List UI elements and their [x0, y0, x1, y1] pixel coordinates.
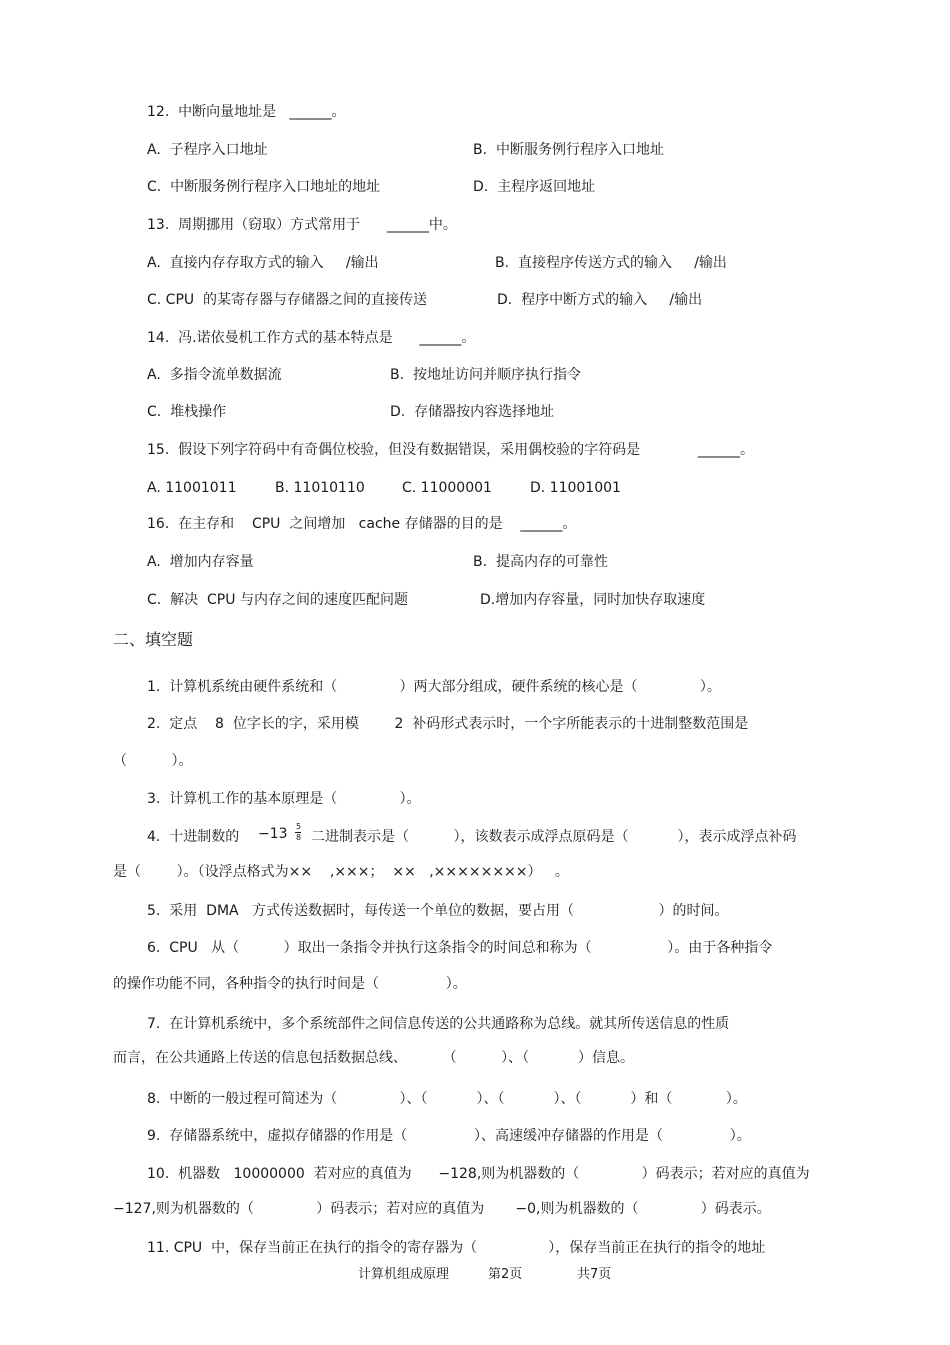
section-title: 二、填空题 [113, 630, 194, 649]
q15-option-a: A. 11001011 [147, 480, 237, 496]
fill-item-4-fraction-denominator: 8 [296, 833, 302, 842]
q15-option-d: D. 11001001 [530, 480, 621, 496]
footer-page-total: 共7页 [577, 1267, 612, 1282]
fill-item-1: 1. 计算机系统由硬件系统和（ ）两大部分组成，硬件系统的核心是（ ）。 [147, 679, 721, 695]
q14-option-b: B. 按地址访问并顺序执行指令 [390, 367, 581, 383]
q16-option-b: B. 提高内存的可靠性 [473, 554, 608, 570]
q14-option-d: D. 存储器按内容选择地址 [390, 404, 555, 420]
fill-item-4-line1: 二进制表示是（ ），该数表示成浮点原码是（ ），表示成浮点补码 [311, 829, 797, 845]
q16-stem: 16. 在主存和 CPU 之间增加 cache 存储器的目的是 ______。 [147, 516, 577, 532]
fill-item-11: 11. CPU 中，保存当前正在执行的指令的寄存器为（ ），保存当前正在执行的指令的地址 [147, 1240, 766, 1256]
q12-option-c: C. 中断服务例行程序入口地址的地址 [147, 179, 381, 195]
fill-item-4-fraction-numerator: 5 [296, 822, 302, 831]
q12-option-a: A. 子程序入口地址 [147, 142, 268, 158]
q14-option-c: C. 堆栈操作 [147, 404, 227, 420]
q14-stem: 14. 冯.诺依曼机工作方式的基本特点是 ______。 [147, 330, 476, 346]
q16-option-d: D.增加内存容量，同时加快存取速度 [480, 592, 706, 608]
q13-option-b: B. 直接程序传送方式的输入 /输出 [495, 255, 727, 271]
fill-item-3: 3. 计算机工作的基本原理是（ ）。 [147, 791, 421, 807]
fill-item-4-number: −13 [258, 826, 288, 842]
fill-item-6-line1: 6. CPU 从（ ）取出一条指令并执行这条指令的时间总和称为（ ）。由于各种指令 [147, 940, 773, 956]
fill-item-5: 5. 采用 DMA 方式传送数据时，每传送一个单位的数据，要占用（ ）的时间。 [147, 903, 729, 919]
footer-course: 计算机组成原理 [358, 1267, 450, 1282]
q13-option-d: D. 程序中断方式的输入 /输出 [497, 292, 703, 308]
fill-item-7-line2: 而言，在公共通路上传送的信息包括数据总线、 （ ）、（ ）信息。 [113, 1050, 635, 1066]
q13-stem: 13. 周期挪用（窃取）方式常用于 ______中。 [147, 217, 457, 233]
fill-item-4-line2: 是（ ）。（设浮点格式为×× ,×××； ×× ,××××××××） 。 [113, 864, 569, 880]
q15-option-c: C. 11000001 [402, 480, 492, 496]
q15-stem: 15. 假设下列字符码中有奇偶位校验，但没有数据错误，采用偶校验的字符码是 ______。 [147, 442, 755, 458]
fill-item-6-line2: 的操作功能不同，各种指令的执行时间是（ ）。 [113, 976, 467, 992]
q12-stem: 12. 中断向量地址是 ______。 [147, 104, 346, 120]
q12-option-d: D. 主程序返回地址 [473, 179, 596, 195]
fill-item-2-line2: （ ）。 [113, 753, 193, 769]
fill-item-2-line1: 2. 定点 8 位字长的字，采用模 2 补码形式表示时，一个字所能表示的十进制整数范围是 [147, 716, 749, 732]
fill-item-8: 8. 中断的一般过程可简述为（ ）、（ ）、（ ）、（ ）和（ ）。 [147, 1091, 747, 1107]
q15-option-b: B. 11010110 [275, 480, 365, 496]
fill-item-10-line1: 10. 机器数 10000000 若对应的真值为 −128,则为机器数的（ ）码表示；若对应的真值为 [147, 1166, 810, 1182]
footer-page-number: 第2页 [488, 1267, 523, 1282]
fill-item-10-line2: −127,则为机器数的（ ）码表示；若对应的真值为 −0,则为机器数的（ ）码表示。 [113, 1201, 771, 1217]
q16-option-a: A. 增加内存容量 [147, 554, 254, 570]
fill-item-4-prefix: 4. 十进制数的 [147, 829, 240, 845]
q13-option-c: C. CPU 的某寄存器与存储器之间的直接传送 [147, 292, 428, 308]
fill-item-7-line1: 7. 在计算机系统中，多个系统部件之间信息传送的公共通路称为总线。就其所传送信息的性质 [147, 1016, 730, 1032]
q14-option-a: A. 多指令流单数据流 [147, 367, 282, 383]
fill-item-9: 9. 存储器系统中，虚拟存储器的作用是（ ）、高速缓冲存储器的作用是（ ）。 [147, 1128, 751, 1144]
q13-option-a: A. 直接内存存取方式的输入 /输出 [147, 255, 379, 271]
q16-option-c: C. 解决 CPU 与内存之间的速度匹配问题 [147, 592, 408, 608]
q12-option-b: B. 中断服务例行程序入口地址 [473, 142, 664, 158]
